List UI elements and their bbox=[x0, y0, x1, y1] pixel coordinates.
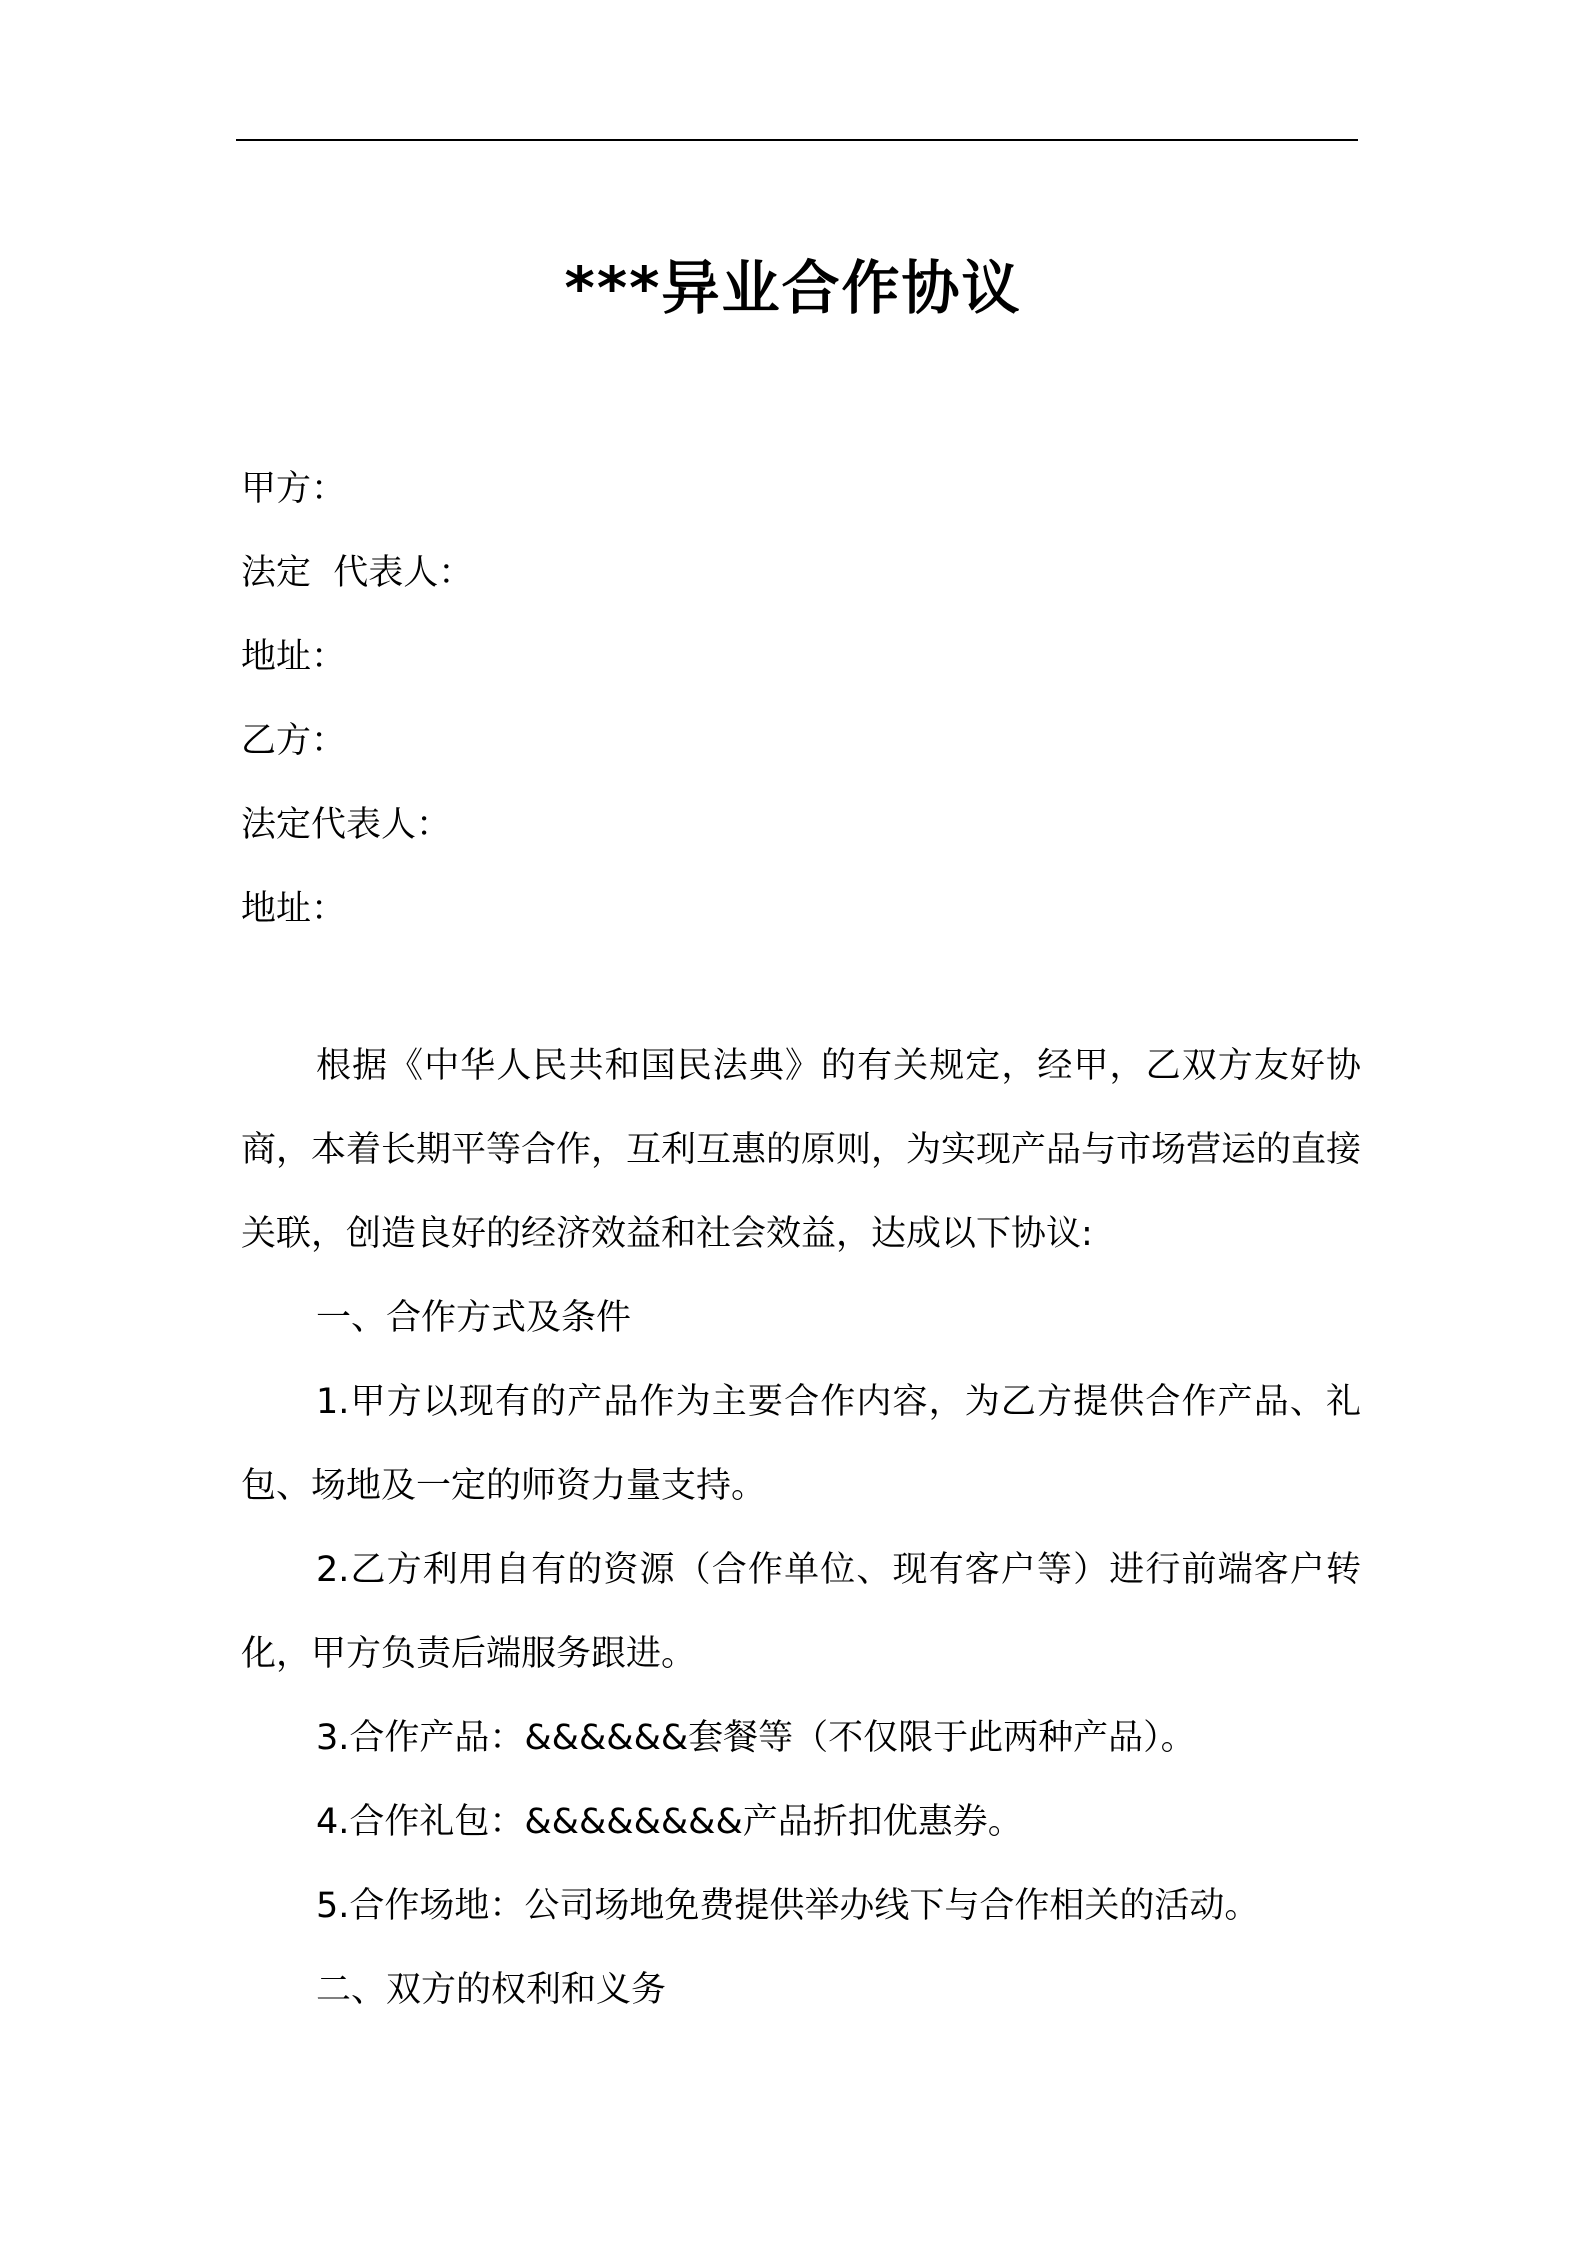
party-b-address: 地址： bbox=[241, 889, 347, 929]
document-title: ***异业合作协议 bbox=[564, 254, 1022, 322]
section-1-heading: 一、合作方式及条件 bbox=[316, 1298, 632, 1338]
party-a-representative: 法定 代表人： bbox=[241, 553, 474, 593]
section-1-item-4: 4.合作礼包：&&&&&&&&产品折扣优惠券。 bbox=[316, 1802, 1023, 1842]
section-1-item-5: 5.合作场地：公司场地免费提供举办线下与合作相关的活动。 bbox=[316, 1886, 1260, 1926]
party-b-representative: 法定代表人： bbox=[241, 805, 452, 845]
intro-paragraph: 根据《中华人民共和国民法典》的有关规定，经甲，乙双方友好协商，本着长期平等合作，互利互惠的原则，为实现产品与市场营运的直接关联，创造良好的经济效益和社会效益，达成以下协议: bbox=[241, 1046, 1362, 1254]
party-a-address: 地址： bbox=[241, 637, 347, 677]
party-a-name: 甲方： bbox=[241, 469, 347, 509]
party-b-name: 乙方： bbox=[241, 721, 347, 761]
section-1-item-2: 2.乙方利用自有的资源（合作单位、现有客户等）进行前端客户转化，甲方负责后端服务跟进。 bbox=[241, 1550, 1361, 1674]
section-1-item-3: 3.合作产品：&&&&&&套餐等（不仅限于此两种产品）。 bbox=[316, 1718, 1196, 1758]
section-1-item-1: 1.甲方以现有的产品作为主要合作内容，为乙方提供合作产品、礼包、场地及一定的师资力量支持。 bbox=[241, 1382, 1361, 1506]
header-rule bbox=[236, 139, 1358, 141]
section-2-heading: 二、双方的权利和义务 bbox=[316, 1970, 667, 2010]
agreement-body bbox=[241, 1024, 1361, 2032]
party-info-block bbox=[241, 447, 1361, 951]
